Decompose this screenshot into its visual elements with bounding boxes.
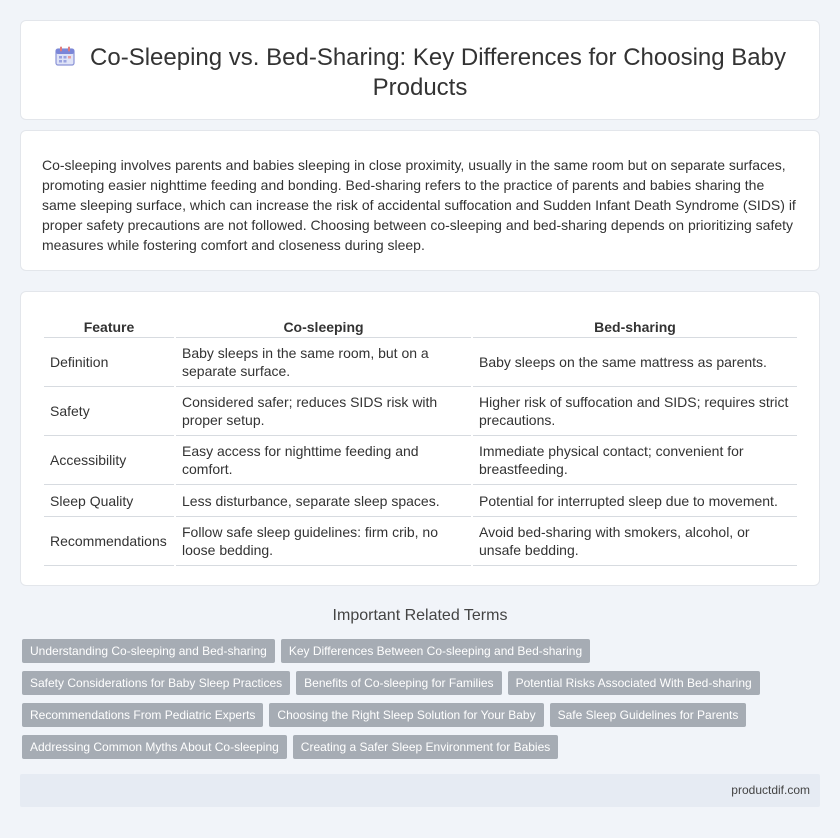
related-terms-title: Important Related Terms xyxy=(332,607,508,624)
feature-cell: Safety xyxy=(44,387,174,436)
co-sleeping-cell: Less disturbance, separate sleep spaces. xyxy=(176,485,471,517)
co-sleeping-cell: Baby sleeps in the same room, but on a separate surface. xyxy=(176,338,471,387)
calendar-icon xyxy=(54,45,76,67)
related-term-tag[interactable]: Safety Considerations for Baby Sleep Practices xyxy=(22,671,290,695)
feature-cell: Recommendations xyxy=(44,517,174,566)
co-sleeping-cell: Follow safe sleep guidelines: firm crib, no loose bedding. xyxy=(176,517,471,566)
table-row xyxy=(44,436,797,485)
comparison-table xyxy=(42,314,799,566)
header-card xyxy=(20,20,820,120)
feature-cell: Sleep Quality xyxy=(44,485,174,517)
table-row xyxy=(44,338,797,387)
co-sleeping-cell: Easy access for nighttime feeding and comfort. xyxy=(176,436,471,485)
table-header-row xyxy=(44,314,797,338)
bed-sharing-cell: Potential for interrupted sleep due to movement. xyxy=(473,485,797,517)
table-row xyxy=(44,387,797,436)
header-bed-sharing: Bed-sharing xyxy=(473,314,797,338)
bed-sharing-cell: Immediate physical contact; convenient for breastfeeding. xyxy=(473,436,797,485)
footer-bar xyxy=(20,774,820,807)
page-title-text: Co-Sleeping vs. Bed-Sharing: Key Differences for Choosing Baby Products xyxy=(90,44,786,101)
related-term-tag[interactable]: Understanding Co-sleeping and Bed-sharing xyxy=(22,639,275,663)
site-link[interactable]: productdif.com xyxy=(731,783,810,797)
page-title xyxy=(21,43,819,103)
table-row xyxy=(44,517,797,566)
related-term-tag[interactable]: Benefits of Co-sleeping for Families xyxy=(296,671,501,695)
co-sleeping-cell: Considered safer; reduces SIDS risk with proper setup. xyxy=(176,387,471,436)
related-term-tag[interactable]: Addressing Common Myths About Co-sleeping xyxy=(22,735,287,759)
related-term-tag[interactable]: Key Differences Between Co-sleeping and Bed-sharing xyxy=(281,639,590,663)
feature-cell: Definition xyxy=(44,338,174,387)
intro-paragraph: Co-sleeping involves parents and babies sleeping in close proximity, usually in the same room but on separate surfaces, promoting easier nighttime feeding and bonding. Bed-sharing refers to the practice of parents and babies sharing the same sleeping surface, which can increase the risk of accidental suffocation and Sudden Infant Death Syndrome (SIDS) if proper safety precautions are not followed. Choosing between co-sleeping and bed-sharing depends on prioritizing safety measures while fostering comfort and closeness during sleep. xyxy=(42,157,796,253)
feature-cell: Accessibility xyxy=(44,436,174,485)
header-co-sleeping: Co-sleeping xyxy=(176,314,471,338)
bed-sharing-cell: Higher risk of suffocation and SIDS; requires strict precautions. xyxy=(473,387,797,436)
header-feature: Feature xyxy=(44,314,174,338)
related-term-tag[interactable]: Safe Sleep Guidelines for Parents xyxy=(550,703,747,727)
bed-sharing-cell: Baby sleeps on the same mattress as parents. xyxy=(473,338,797,387)
related-terms-list xyxy=(22,639,812,767)
intro-card xyxy=(20,130,820,271)
table-row xyxy=(44,485,797,517)
related-term-tag[interactable]: Potential Risks Associated With Bed-sharing xyxy=(508,671,760,695)
related-term-tag[interactable]: Choosing the Right Sleep Solution for Your Baby xyxy=(269,703,543,727)
related-term-tag[interactable]: Recommendations From Pediatric Experts xyxy=(22,703,263,727)
bed-sharing-cell: Avoid bed-sharing with smokers, alcohol, or unsafe bedding. xyxy=(473,517,797,566)
related-term-tag[interactable]: Creating a Safer Sleep Environment for Babies xyxy=(293,735,558,759)
comparison-card xyxy=(20,291,820,586)
